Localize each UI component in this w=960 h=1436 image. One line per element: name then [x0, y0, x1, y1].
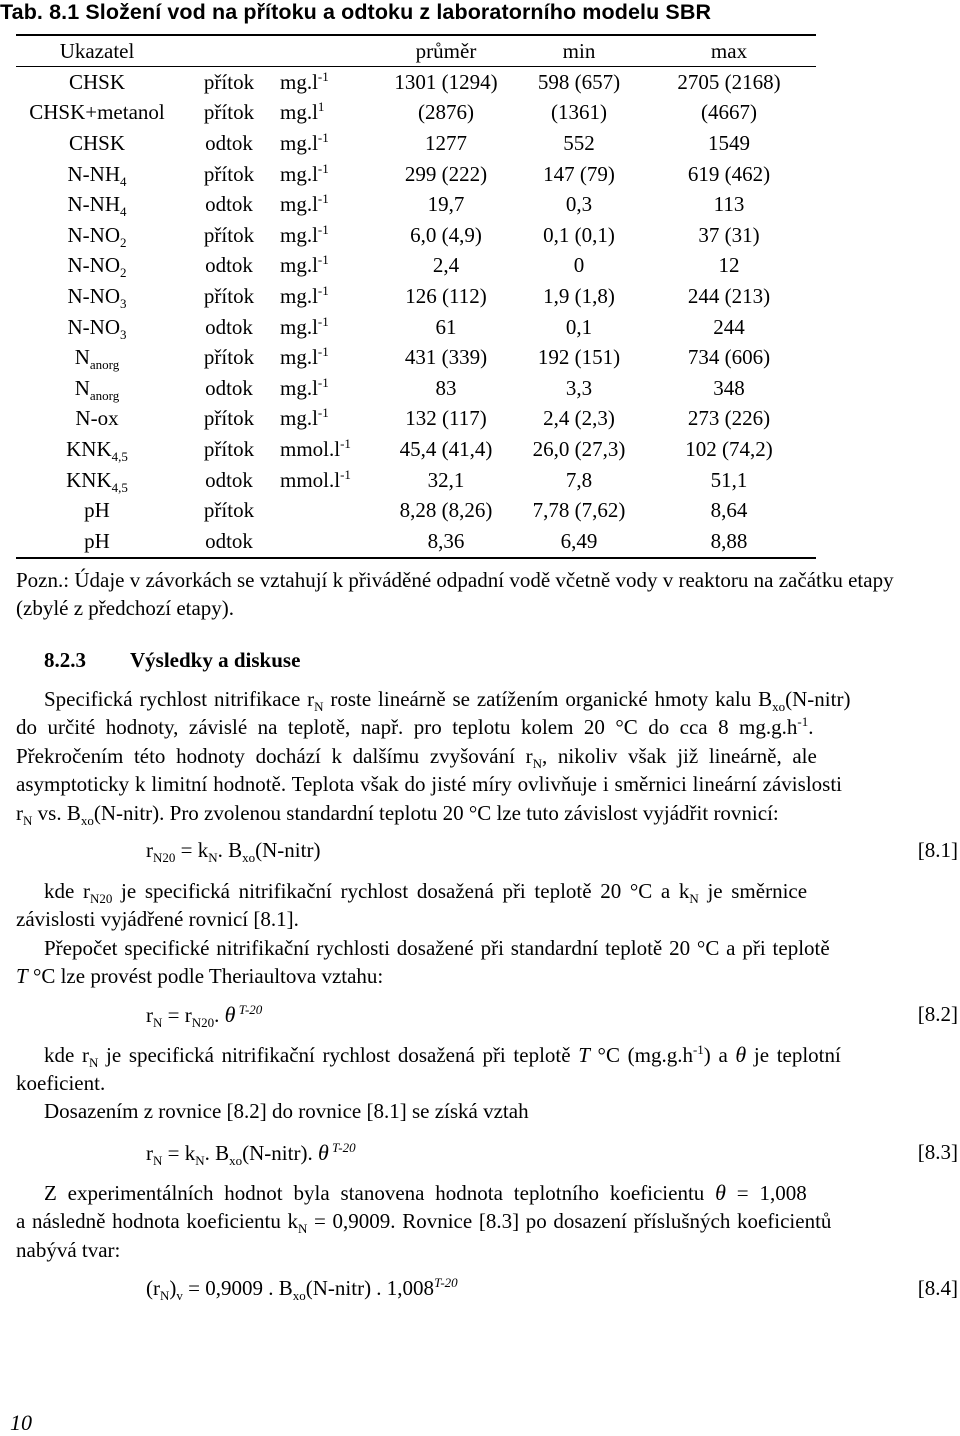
cell-indicator: $N-NO_2$ [67, 253, 127, 281]
table-row [16, 373, 816, 404]
theta-symbol: θ [224, 1002, 236, 1027]
table-row [16, 251, 816, 282]
cell-min: 26,0 (27,3) [532, 436, 626, 461]
section-number: 8.2.3 [44, 648, 86, 672]
cell-min: 0,3 [565, 192, 593, 217]
cell-location: odtok [205, 192, 253, 217]
header-max: max [710, 38, 748, 63]
cell-location: odtok [205, 528, 253, 553]
cell-indicator: $N_{anorg}$ [74, 345, 120, 373]
cell-unit: $mg.l^{-1}$ [280, 191, 329, 217]
header-indicator: Ukazatel [59, 38, 135, 63]
cell-min: 552 [563, 130, 595, 155]
section-title: Výsledky a diskuse [130, 648, 301, 672]
cell-location: odtok [205, 375, 253, 400]
cell-avg: 132 (117) [405, 406, 487, 431]
cell-max: 12 [718, 253, 740, 278]
note-text-2: (zbylé z předchozí etapy). [16, 596, 235, 621]
cell-indicator: $N-NO_3$ [67, 314, 127, 342]
cell-location: přítok [203, 100, 255, 125]
paragraph-5: Dosazením z rovnice [8.2] do rovnice [8.1] se získá vztah [44, 1099, 529, 1123]
cell-location: přítok [203, 161, 255, 186]
table-row [16, 465, 816, 496]
cell-unit: $mg.l^{-1}$ [280, 313, 329, 339]
note-label: Pozn. [16, 568, 64, 592]
cell-avg: 8,36 [427, 528, 465, 553]
cell-avg: 32,1 [427, 467, 465, 492]
cell-avg: 83 [435, 375, 457, 400]
cell-max: 244 (213) [687, 283, 771, 308]
cell-avg: 19,7 [427, 192, 465, 217]
cell-location: přítok [203, 345, 255, 370]
cell-max: 244 [713, 314, 745, 339]
cell-min: 6,49 [560, 528, 598, 553]
cell-unit [280, 526, 376, 557]
cell-min: 192 (151) [537, 345, 621, 370]
cell-unit: $mg.l^1$ [280, 99, 325, 125]
composition-table [16, 35, 816, 557]
table-caption: Tab. 8.1 Složení vod na přítoku a odtoku z laboratorního modelu SBR [0, 0, 712, 24]
cell-avg: 6,0 (4,9) [410, 222, 482, 247]
paragraph-6: Z experimentálních hodnot byla stanovena hodnota teplotního koeficientu θ = 1,008 a následně hodnota koeficientu $k_N = 0,9009$. Rovnice [8.3] po dosazení příslušných koeficientů nabývá tvar: [16, 1180, 832, 1262]
cell-max: 8,88 [710, 528, 748, 553]
note-text-1: : Údaje v závorkách se vztahují k přiváděné odpadní vodě včetně vody v reaktoru na začátku etapy [63, 568, 894, 592]
cell-indicator: $N_{anorg}$ [74, 375, 120, 403]
cell-avg: 45,4 (41,4) [399, 436, 493, 461]
cell-max: 734 (606) [687, 345, 771, 370]
cell-min: 2,4 (2,3) [543, 406, 615, 431]
cell-max: 2705 (2168) [677, 69, 781, 94]
table-row [16, 220, 816, 251]
cell-max: 273 (226) [687, 406, 771, 431]
cell-unit: $mg.l^{-1}$ [280, 282, 329, 308]
paragraph-2: kde $r_{N20}$ je specifická nitrifikační rychlost dosažená při teplotě 20 °C a $k_N$ je směrnice závislosti vyjádřené rovnicí [8.1]. [16, 879, 808, 932]
cell-indicator: $N-NO_2$ [67, 222, 127, 250]
equation-number: [8.4] [917, 1276, 958, 1300]
table-row [16, 281, 816, 312]
equation-number: [8.2] [917, 1002, 958, 1026]
cell-unit: $mmol.l^{-1}$ [280, 435, 351, 461]
cell-min: 7,78 (7,62) [532, 498, 626, 523]
cell-location: odtok [205, 253, 253, 278]
cell-unit: $mg.l^{-1}$ [280, 374, 329, 400]
cell-location: přítok [203, 222, 255, 247]
cell-location: přítok [203, 436, 255, 461]
cell-min: (1361) [551, 100, 607, 125]
cell-min: 0 [573, 253, 585, 278]
cell-min: 0,1 [565, 314, 593, 339]
section-heading [44, 648, 300, 673]
cell-location: přítok [203, 69, 255, 94]
cell-avg: 299 (222) [404, 161, 488, 186]
cell-avg: 8,28 (8,26) [399, 498, 493, 523]
equation-8-2: $r_N = r_{N20}$. θ $^{T-20}$ [8.2] [146, 1002, 958, 1031]
cell-unit: $mmol.l^{-1}$ [280, 466, 351, 492]
table-row [16, 404, 816, 435]
cell-unit: $mg.l^{-1}$ [280, 405, 329, 431]
cell-unit: $mg.l^{-1}$ [280, 252, 329, 278]
cell-indicator: $N-NH_4$ [67, 161, 127, 189]
table-bottom-rule [16, 557, 816, 559]
table-row [16, 189, 816, 220]
table-row [16, 342, 816, 373]
cell-indicator: $KNK_{4,5}$ [66, 467, 128, 495]
table-row [16, 159, 816, 190]
cell-min: 147 (79) [543, 161, 615, 186]
cell-indicator: pH [84, 528, 110, 553]
page-number: 10 [10, 1410, 32, 1435]
cell-location: přítok [203, 283, 255, 308]
cell-avg: (2876) [418, 100, 474, 125]
cell-location: odtok [205, 467, 253, 492]
cell-location: odtok [205, 314, 253, 339]
cell-max: 51,1 [710, 467, 748, 492]
cell-max: 113 [713, 192, 745, 217]
cell-min: 0,1 (0,1) [543, 222, 615, 247]
cell-indicator: $N-NO_3$ [67, 283, 127, 312]
table-header-row [16, 35, 816, 67]
table-row [16, 495, 816, 526]
equation-number: [8.3] [917, 1140, 958, 1164]
cell-max: 37 (31) [698, 222, 760, 247]
cell-indicator: pH [84, 498, 110, 523]
cell-unit: $mg.l^{-1}$ [280, 344, 329, 370]
header-avg: průměr [415, 38, 477, 63]
cell-unit: $mg.l^{-1}$ [280, 129, 329, 155]
cell-unit: $mg.l^{-1}$ [280, 68, 329, 94]
cell-min: 598 (657) [537, 69, 621, 94]
cell-location: odtok [205, 130, 253, 155]
cell-max: 348 [713, 375, 745, 400]
table-row [16, 526, 816, 557]
cell-min: 1,9 (1,8) [543, 283, 615, 308]
table-row [16, 434, 816, 465]
cell-max: 8,64 [710, 498, 748, 523]
paragraph-3: Přepočet specifické nitrifikační rychlosti dosažené při standardní teplotě 20 °C a při teplotě T °C lze provést podle Theriaultova vztahu: [16, 936, 830, 989]
table-note [16, 566, 960, 623]
cell-indicator: CHSK+metanol [29, 100, 165, 125]
table-row [16, 67, 816, 98]
equation-8-3: $r_N = k_N$. $B_{xo}(N-nitr)$. θ $^{T-20}$ [8.3] [146, 1140, 958, 1169]
equation-number: [8.1] [917, 838, 958, 862]
table-row [16, 98, 816, 129]
cell-unit [280, 495, 376, 526]
cell-indicator: CHSK [68, 130, 126, 155]
table-row [16, 312, 816, 343]
cell-avg: 1277 [425, 130, 467, 155]
cell-location: přítok [203, 498, 255, 523]
equation-8-1: $r_{N20} = k_N$. $B_{xo}(N-nitr)$ [8.1] [146, 838, 958, 866]
cell-min: 7,8 [565, 467, 593, 492]
cell-max: 619 (462) [687, 161, 771, 186]
header-min: min [562, 38, 596, 63]
cell-min: 3,3 [565, 375, 593, 400]
cell-location: přítok [203, 406, 255, 431]
cell-max: 1549 [708, 130, 750, 155]
cell-avg: 61 [435, 314, 457, 339]
table-row [16, 128, 816, 159]
cell-avg: 2,4 [432, 253, 460, 278]
cell-avg: 1301 (1294) [394, 69, 498, 94]
cell-indicator: N-ox [75, 406, 119, 431]
equation-8-4: $(r_N)_v = 0,9009$ . $B_{xo}(N-nitr)$ . $1,008^{T-20}$ [8.4] [146, 1275, 958, 1304]
cell-unit: $mg.l^{-1}$ [280, 221, 329, 247]
cell-unit: $mg.l^{-1}$ [280, 160, 329, 186]
cell-indicator: CHSK [68, 69, 126, 94]
cell-avg: 126 (112) [405, 283, 487, 308]
cell-indicator: $KNK_{4,5}$ [66, 436, 128, 465]
paragraph-1: Specifická rychlost nitrifikace $r_N$ roste lineárně se zatížením organické hmoty kalu $B_{xo}(N-nitr)$ do určité hodnoty, závislé na teplotě, např. pro teplotu kolem 20 °C do cca 8 $mg.g.h^{-1}$. Překročením této hodnoty dochází k dalšímu zvyšování $r_N$, nikoliv však již lineárně, ale asymptoticky k limitní hodnotě. Teplota však do jisté míry ovlivňuje i směrnici lineární závislosti $r_N$ vs. $B_{xo}(N-nitr)$. Pro zvolenou standardní teplotu 20 °C lze tuto závislost vyjádřit rovnicí: [16, 687, 851, 828]
cell-indicator: $N-NH_4$ [67, 192, 127, 220]
cell-max: (4667) [701, 100, 757, 125]
cell-avg: 431 (339) [404, 345, 488, 370]
paragraph-4: kde $r_N$ je specifická nitrifikační rychlost dosažená při teplotě T °C $(mg.g.h^{-1})$ a θ je teplotní koeficient. [16, 1042, 841, 1096]
cell-max: 102 (74,2) [685, 436, 773, 461]
